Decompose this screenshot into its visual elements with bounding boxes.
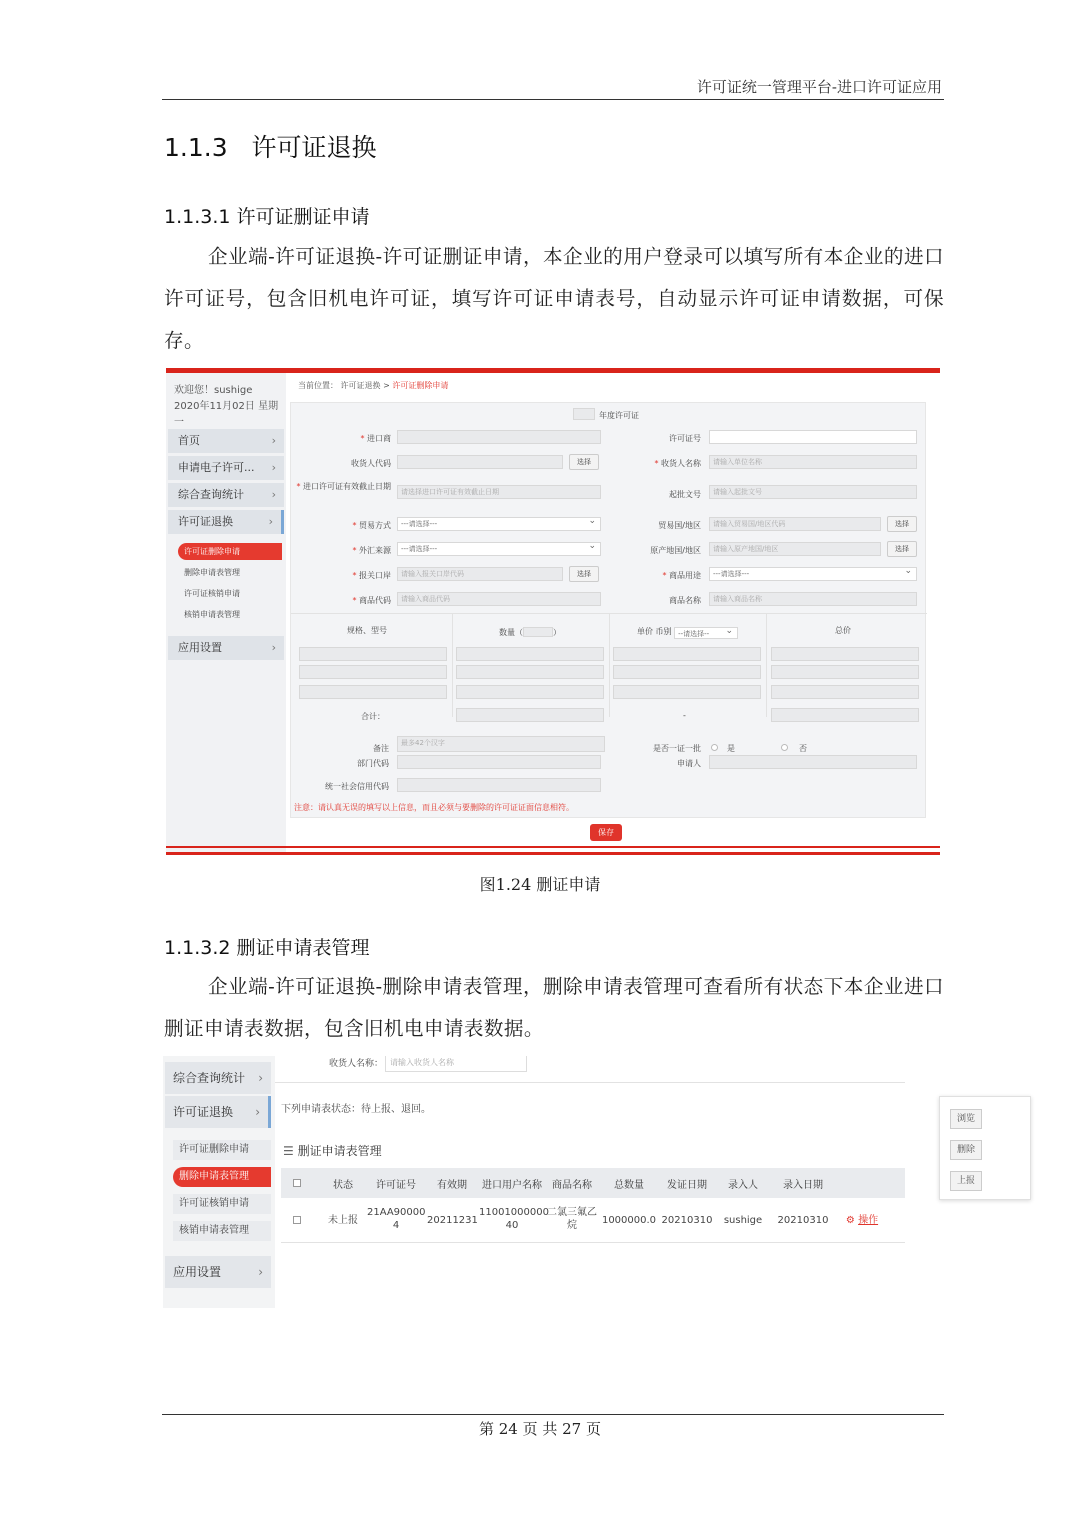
col-issue-date: 发证日期 xyxy=(667,1180,707,1191)
col-entry-date: 录入日期 xyxy=(783,1180,823,1191)
sidebar-item-apply[interactable] xyxy=(168,456,284,480)
action-popup xyxy=(939,1096,1031,1200)
chevron-right-icon: › xyxy=(271,641,276,654)
figure-caption: 图1.24 删证申请 xyxy=(479,875,601,894)
chevron-right-icon: › xyxy=(258,1071,263,1085)
list-icon: ☰ xyxy=(283,1144,298,1158)
row-checkbox[interactable] xyxy=(293,1216,301,1224)
date-text: 2020年11月02日 星期一 xyxy=(174,401,279,428)
menu-label: 许可证退换 xyxy=(173,1105,234,1119)
qty-unit-input[interactable] xyxy=(523,627,553,637)
col-license-no: 许可证号 xyxy=(376,1180,416,1191)
total-input-1[interactable] xyxy=(771,647,919,661)
yes-radio[interactable] xyxy=(711,744,718,751)
chevron-right-icon: › xyxy=(258,1265,263,1279)
total-column-header: 总价 xyxy=(835,626,851,635)
cell-entry-date: 20210310 xyxy=(777,1215,829,1226)
save-button[interactable]: 保存 xyxy=(590,824,622,841)
chevron-right-icon: › xyxy=(271,488,276,501)
chevron-right-icon: › xyxy=(271,434,276,447)
cell-validity: 20211231 xyxy=(427,1215,478,1226)
col-entered-by: 录入人 xyxy=(728,1180,758,1191)
customs-port-input[interactable]: 请输入报关口岸代码 xyxy=(397,567,563,581)
origin-country-select-button[interactable]: 选择 xyxy=(887,541,917,557)
menu-label: 应用设置 xyxy=(173,1265,222,1279)
gear-icon: ⚙ xyxy=(845,1215,855,1226)
expiry-input[interactable]: 请选择进口许可证有效截止日期 xyxy=(397,485,601,499)
cell-goods-name: 二氯三氟乙 烷 xyxy=(547,1207,597,1231)
sidebar xyxy=(166,373,286,853)
total-input-2[interactable] xyxy=(771,665,919,679)
price-input-1[interactable] xyxy=(613,647,761,661)
welcome-block xyxy=(174,383,286,431)
sum-qty-input[interactable] xyxy=(456,708,604,722)
select-all-checkbox[interactable] xyxy=(293,1179,301,1187)
consignee-filter-label: 收货人名称： xyxy=(329,1059,384,1069)
license-no-label: 许可证号 xyxy=(669,434,701,443)
importer-input[interactable] xyxy=(397,430,601,444)
customs-port-label: * 报关口岸 xyxy=(352,571,391,580)
sidebar-item-home[interactable] xyxy=(168,429,284,453)
section-heading: 1.1.3 许可证退换 xyxy=(164,133,377,162)
fx-source-label: * 外汇来源 xyxy=(352,546,391,555)
divider xyxy=(275,1082,905,1083)
consignee-name-label: * 收货人名称 xyxy=(654,459,701,468)
usage-select[interactable]: ---请选择--- ⌄ xyxy=(709,567,917,581)
applicant-label: 申请人 xyxy=(677,759,701,768)
submenu-delete-manage[interactable]: 删除申请表管理 xyxy=(173,1167,271,1187)
spec-input-3[interactable] xyxy=(299,685,447,699)
customs-port-select-button[interactable]: 选择 xyxy=(569,566,599,582)
cell-status: 未上报 xyxy=(328,1215,358,1226)
cell-import-user: 11001000000 40 xyxy=(479,1207,549,1231)
no-radio-label: 否 xyxy=(799,744,807,753)
consignee-select-button[interactable]: 选择 xyxy=(569,454,599,470)
col-status: 状态 xyxy=(333,1180,353,1191)
submenu-cancel-manage[interactable]: 核销申请表管理 xyxy=(184,610,240,619)
qty-input-1[interactable] xyxy=(456,647,604,661)
breadcrumb xyxy=(298,380,448,391)
goods-name-label: 商品名称 xyxy=(669,596,701,605)
sum-total-input[interactable] xyxy=(771,708,919,722)
browse-button[interactable]: 浏览 xyxy=(950,1109,982,1129)
header-title: 许可证统一管理平台-进口许可证应用 xyxy=(696,78,942,96)
consignee-name-input[interactable]: 请输入单位名称 xyxy=(709,455,917,469)
report-button[interactable]: 上报 xyxy=(950,1171,982,1191)
trade-country-select-button[interactable]: 选择 xyxy=(887,516,917,532)
action-link[interactable]: ⚙ 操作 xyxy=(845,1215,879,1226)
applicant-input[interactable] xyxy=(709,755,917,769)
col-validity: 有效期 xyxy=(437,1180,467,1191)
form-note: 注意：请认真无误的填写以上信息，而且必须与要删除的许可证证面信息相符。 xyxy=(294,803,574,812)
delete-manage-screenshot xyxy=(163,1056,975,1308)
consignee-filter-input[interactable]: 请输入收货人名称 xyxy=(385,1056,527,1072)
doc-no-label: 起批文号 xyxy=(669,490,701,499)
page-number: 第 24 页 共 27 页 xyxy=(478,1420,601,1438)
sidebar-item-license-exchange[interactable] xyxy=(165,1096,271,1128)
application-form xyxy=(290,402,926,818)
submenu-cancel-manage[interactable]: 核销申请表管理 xyxy=(173,1221,271,1241)
menu-label: 首页 xyxy=(178,434,200,447)
doc-no-input[interactable]: 请输入起批文号 xyxy=(709,485,917,499)
cell-issue-date: 20210310 xyxy=(661,1215,713,1226)
grid-divider xyxy=(452,613,453,717)
bottom-bar xyxy=(166,852,940,855)
grid-divider xyxy=(609,613,610,717)
paragraph-1: 企业端-许可证退换-许可证删证申请，本企业的用户登录可以填写所有本企业的进口许可证号，包含旧机电许可证，填写许可证申请表号，自动显示许可证申请数据，可保存。 xyxy=(164,245,944,352)
running-header xyxy=(162,76,944,100)
menu-label: 申请电子许可... xyxy=(178,461,255,474)
sidebar-item-query[interactable] xyxy=(165,1062,271,1094)
origin-country-input[interactable]: 请输入原产地国/地区 xyxy=(709,542,881,556)
price-input-2[interactable] xyxy=(613,665,761,679)
sum-label: 合计： xyxy=(361,712,385,721)
status-hint: 下列申请表状态：待上报、退回。 xyxy=(281,1104,431,1115)
menu-label: 综合查询统计 xyxy=(173,1071,246,1085)
sidebar-item-query[interactable] xyxy=(168,483,284,507)
expiry-label: * 进口许可证有效截止日期 xyxy=(296,482,391,491)
trade-mode-label: * 贸易方式 xyxy=(352,521,391,530)
goods-name-input[interactable]: 请输入商品名称 xyxy=(709,592,917,606)
sidebar xyxy=(163,1056,273,1308)
credit-code-input[interactable] xyxy=(397,778,601,792)
total-input-3[interactable] xyxy=(771,685,919,699)
remark-input[interactable]: 最多42个汉字 xyxy=(397,736,605,752)
importer-label: * 进口商 xyxy=(360,434,391,443)
paragraph-2: 企业端-许可证退换-删除申请表管理，删除申请表管理可查看所有状态下本企业进口删证申请表数据，包含旧机电申请表数据。 xyxy=(164,975,944,1040)
menu-label: 许可证退换 xyxy=(178,515,233,528)
trade-country-label: 贸易国/地区 xyxy=(658,521,701,530)
annual-license-checkbox[interactable] xyxy=(573,408,595,420)
fx-source-select[interactable]: ---请选择--- ⌄ xyxy=(397,542,601,556)
sidebar-item-settings[interactable] xyxy=(165,1256,271,1288)
one-batch-label: 是否一证一批 xyxy=(653,744,701,753)
menu-label: 应用设置 xyxy=(178,641,222,654)
sidebar-item-settings[interactable] xyxy=(168,636,284,660)
submenu-cancel-apply[interactable]: 许可证核销申请 xyxy=(184,589,240,598)
bottom-bar xyxy=(166,846,940,848)
currency-select[interactable]: --请选择-- ⌄ xyxy=(674,627,738,639)
goods-code-label: * 商品代码 xyxy=(352,596,391,605)
col-import-user: 进口用户名称 xyxy=(482,1180,542,1191)
price-input-3[interactable] xyxy=(613,685,761,699)
trade-country-input[interactable]: 请输入贸易国/地区代码 xyxy=(709,517,881,531)
table-title: ☰ 删证申请表管理 xyxy=(283,1144,382,1158)
footer-rule xyxy=(162,1414,944,1415)
welcome-text: 欢迎您！sushige xyxy=(174,385,253,396)
qty-column-header: 数量（ ） xyxy=(499,628,561,637)
chevron-right-icon: › xyxy=(268,515,273,528)
origin-country-label: 原产地国/地区 xyxy=(650,546,701,555)
submenu-delete-manage[interactable]: 删除申请表管理 xyxy=(184,568,240,577)
submenu-delete-apply[interactable]: 许可证删除申请 xyxy=(178,543,282,560)
sum-dash: - xyxy=(683,711,686,720)
cell-total-qty: 1000000.0 xyxy=(601,1215,657,1226)
chevron-right-icon: › xyxy=(271,461,276,474)
subsection-heading-1: 1.1.3.1 许可证删证申请 xyxy=(164,206,370,228)
goods-code-input[interactable]: 请输入商品代码 xyxy=(397,592,601,606)
col-goods-name: 商品名称 xyxy=(552,1180,592,1191)
submenu-cancel-apply[interactable]: 许可证核销申请 xyxy=(173,1194,271,1214)
delete-application-screenshot xyxy=(166,368,940,858)
cell-license-no: 21AA90000 4 xyxy=(367,1207,426,1231)
qty-input-2[interactable] xyxy=(456,665,604,679)
spec-column-header: 规格、型号 xyxy=(347,626,387,635)
consignee-code-label: 收货人代码 xyxy=(351,459,391,468)
col-total-qty: 总数量 xyxy=(614,1180,644,1191)
credit-code-label: 统一社会信用代码 xyxy=(325,782,389,791)
dept-code-input[interactable] xyxy=(397,755,601,769)
subsection-heading-2: 1.1.3.2 删证申请表管理 xyxy=(164,937,370,959)
sidebar-item-license-exchange[interactable] xyxy=(168,510,284,534)
dept-code-label: 部门代码 xyxy=(357,759,389,768)
chevron-right-icon: › xyxy=(255,1105,260,1119)
remark-label: 备注 xyxy=(373,744,389,753)
main-panel xyxy=(275,1056,975,1308)
consignee-code-input[interactable] xyxy=(397,455,563,469)
submenu-delete-apply[interactable]: 许可证删除申请 xyxy=(173,1140,271,1160)
yes-radio-label: 是 xyxy=(727,744,735,753)
breadcrumb-current: 许可证删除申请 xyxy=(392,381,449,390)
breadcrumb-prefix: 当前位置： 许可证退换 > xyxy=(298,381,393,390)
usage-label: * 商品用途 xyxy=(662,571,701,580)
no-radio[interactable] xyxy=(781,744,788,751)
annual-license-label: 年度许可证 xyxy=(599,411,639,420)
price-column-header: 单价 币别 --请选择-- ⌄ xyxy=(637,625,738,637)
delete-button[interactable]: 删除 xyxy=(950,1140,982,1160)
qty-input-3[interactable] xyxy=(456,685,604,699)
grid-divider xyxy=(766,613,767,717)
cell-entered-by: sushige xyxy=(723,1215,763,1226)
row-divider xyxy=(281,1242,905,1243)
menu-label: 综合查询统计 xyxy=(178,488,244,501)
spec-input-2[interactable] xyxy=(299,665,447,679)
spec-input-1[interactable] xyxy=(299,647,447,661)
license-no-input[interactable] xyxy=(709,430,917,444)
trade-mode-select[interactable]: ---请选择--- ⌄ xyxy=(397,517,601,531)
